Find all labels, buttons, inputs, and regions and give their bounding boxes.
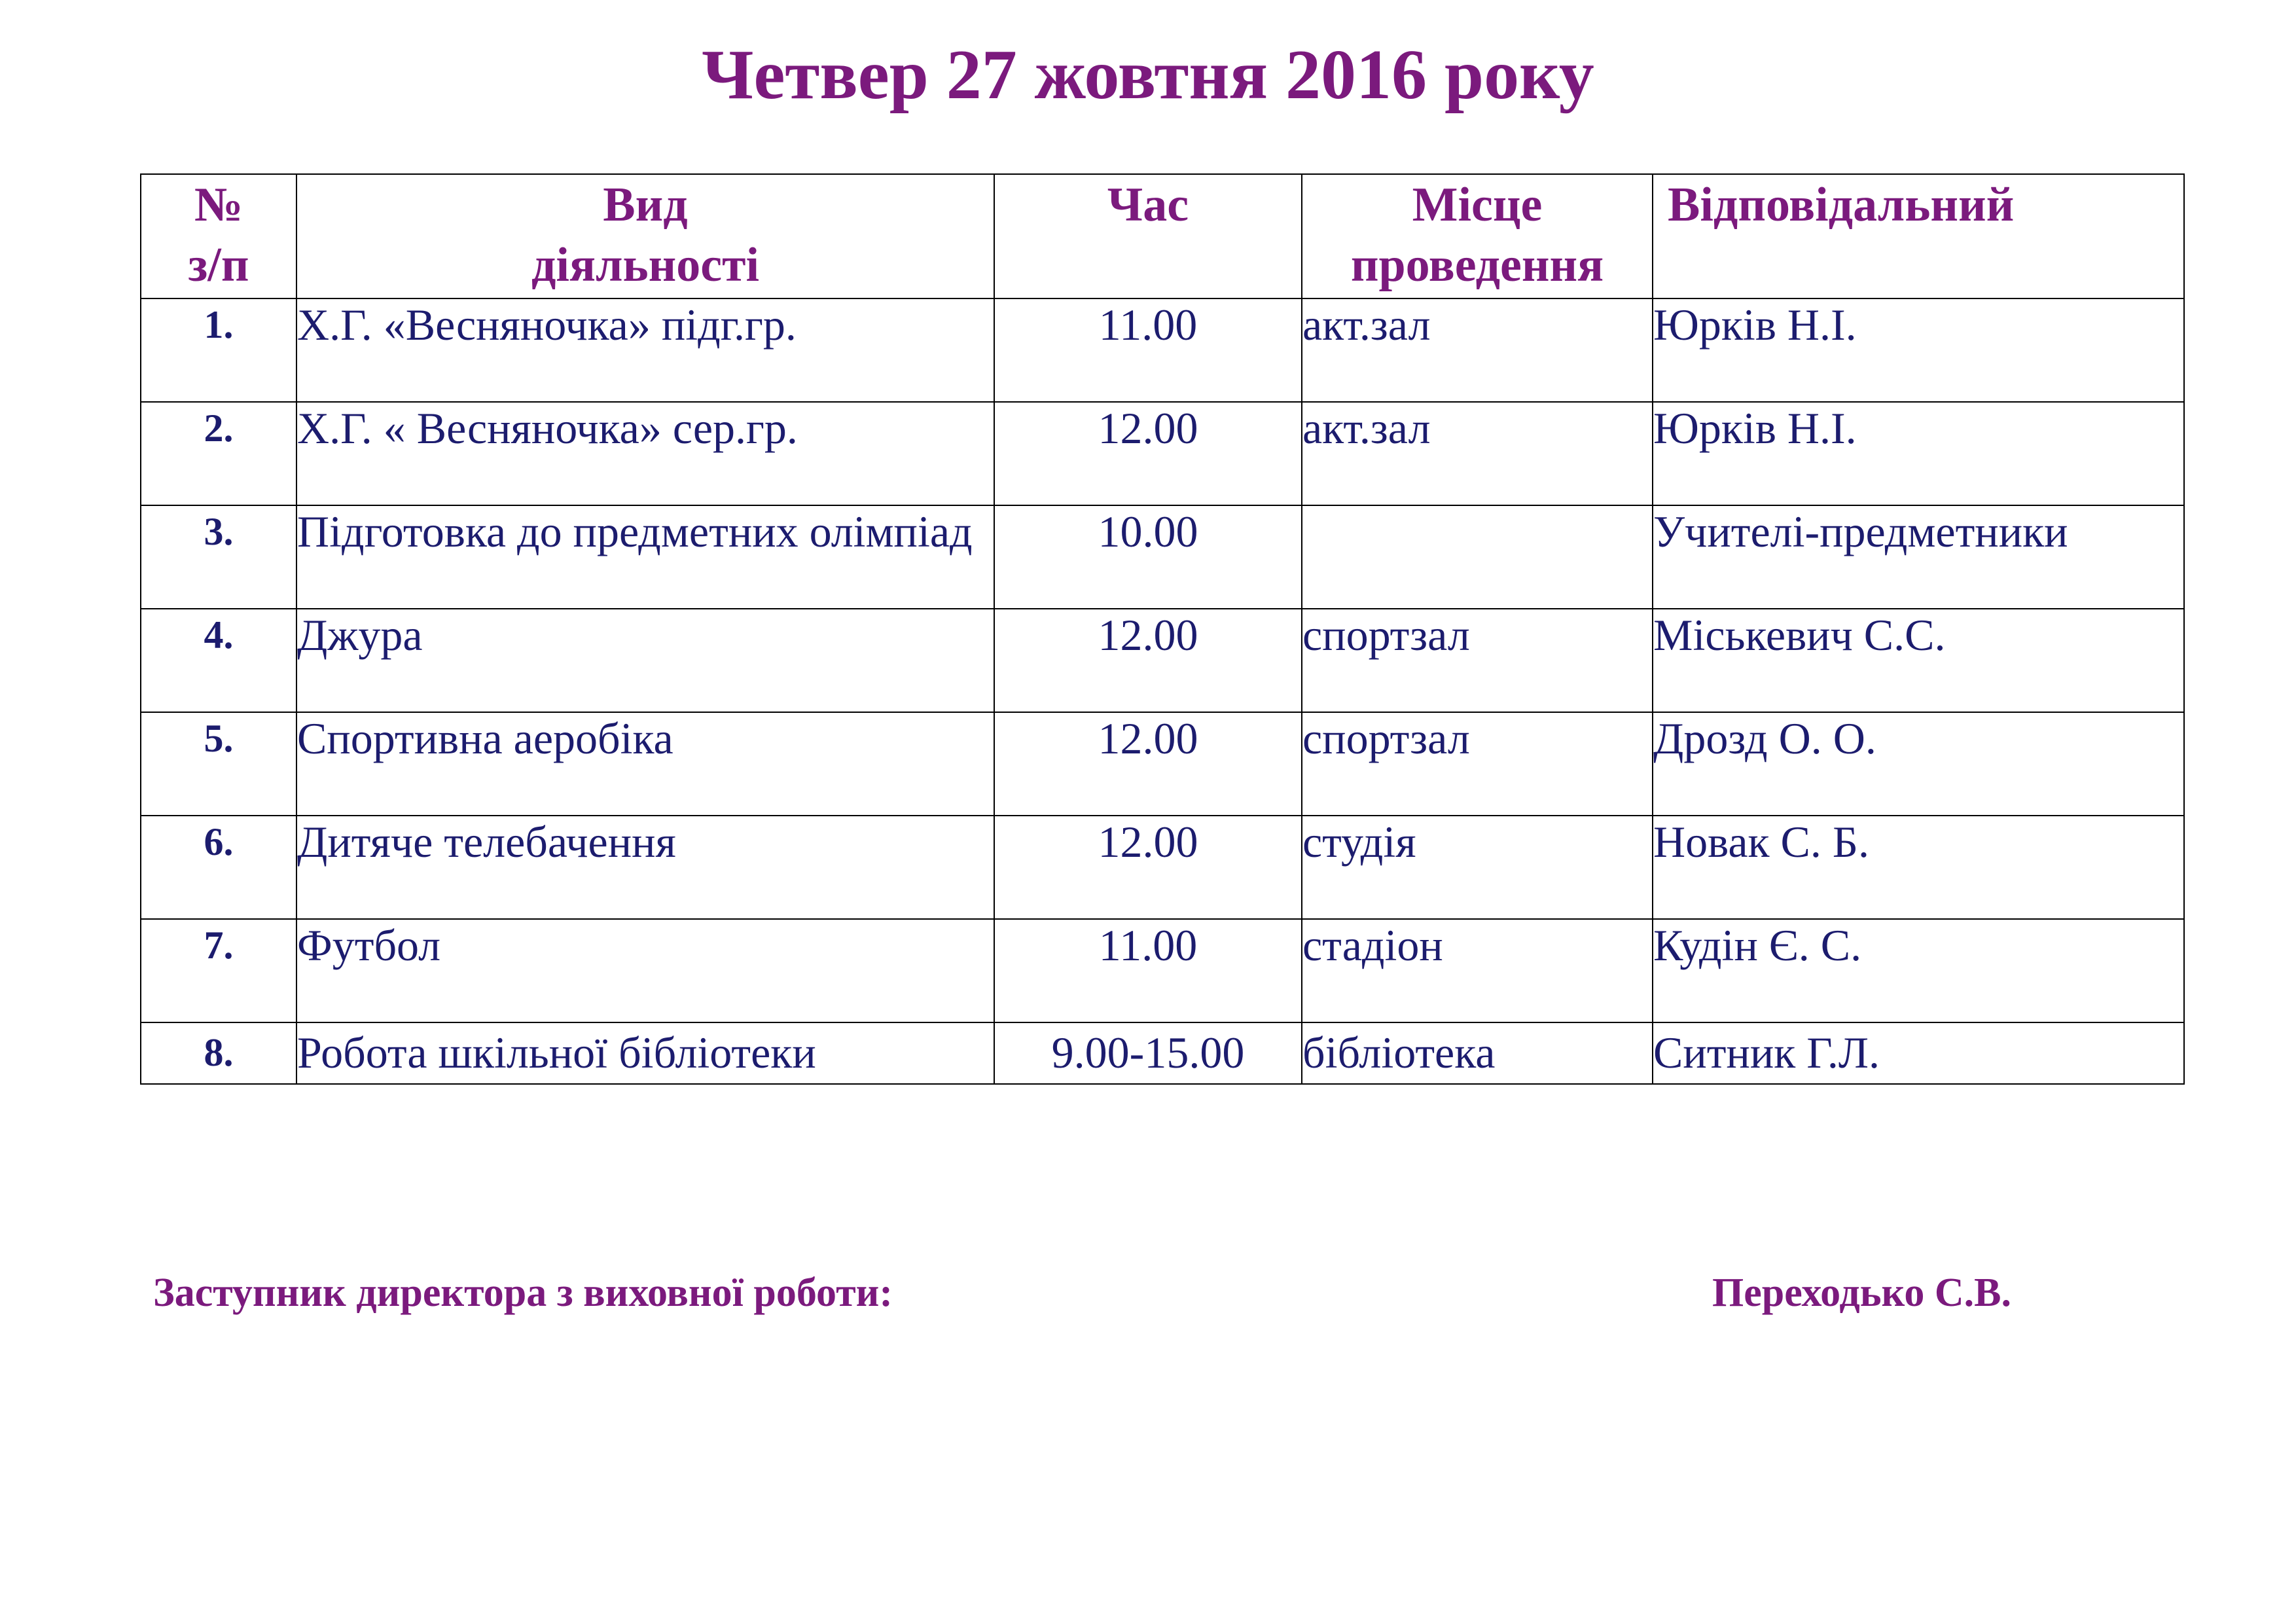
- row-activity: Робота шкільної бібліотеки: [296, 1022, 994, 1084]
- row-number: 6.: [141, 816, 296, 919]
- row-activity: Джура: [296, 609, 994, 712]
- row-time: 12.00: [994, 402, 1302, 505]
- row-number: 2.: [141, 402, 296, 505]
- row-activity: Спортивна аеробіка: [296, 712, 994, 816]
- row-number: 3.: [141, 505, 296, 609]
- table-header: [141, 174, 2184, 298]
- row-responsible: Кудін Є. С.: [1653, 919, 2184, 1022]
- signature-name: Переходько С.В.: [1712, 1271, 2012, 1315]
- row-time: 10.00: [994, 505, 1302, 609]
- signature-position: Заступник директора з виховної роботи:: [153, 1271, 893, 1315]
- row-activity: Х.Г. «Весняночка» підг.гр.: [296, 298, 994, 402]
- table-row: [141, 712, 2184, 816]
- row-number: 5.: [141, 712, 296, 816]
- row-place: студія: [1302, 816, 1653, 919]
- row-activity: Дитяче телебачення: [296, 816, 994, 919]
- table-row: [141, 402, 2184, 505]
- table-row: [141, 816, 2184, 919]
- row-number: 1.: [141, 298, 296, 402]
- schedule-table: [140, 173, 2185, 1085]
- row-time: 12.00: [994, 712, 1302, 816]
- row-time: 11.00: [994, 298, 1302, 402]
- row-activity: Х.Г. « Весняночка» сер.гр.: [296, 402, 994, 505]
- row-time: 11.00: [994, 919, 1302, 1022]
- row-place: бібліотека: [1302, 1022, 1653, 1084]
- row-number: 7.: [141, 919, 296, 1022]
- row-time: 9.00-15.00: [994, 1022, 1302, 1084]
- row-responsible: Юрків Н.І.: [1653, 402, 2184, 505]
- row-activity: Підготовка до предметних олімпіад: [296, 505, 994, 609]
- table-body: [141, 298, 2184, 1084]
- header-activity: [296, 174, 994, 298]
- header-num: [141, 174, 296, 298]
- header-num-line1: №: [194, 178, 243, 232]
- row-place: акт.зал: [1302, 402, 1653, 505]
- table-row: [141, 505, 2184, 609]
- page-title: Четвер 27 жовтня 2016 року: [702, 36, 1594, 114]
- row-responsible: Міськевич С.С.: [1653, 609, 2184, 712]
- header-time: [994, 174, 1302, 298]
- row-place: акт.зал: [1302, 298, 1653, 402]
- header-place: [1302, 174, 1653, 298]
- table-row: [141, 1022, 2184, 1084]
- row-place: [1302, 505, 1653, 609]
- header-responsible: [1653, 174, 2184, 298]
- row-responsible: Новак С. Б.: [1653, 816, 2184, 919]
- header-num-line2: з/п: [188, 238, 249, 292]
- row-responsible: Юрків Н.І.: [1653, 298, 2184, 402]
- row-place: спортзал: [1302, 712, 1653, 816]
- row-activity: Футбол: [296, 919, 994, 1022]
- header-row: [141, 174, 2184, 298]
- row-number: 4.: [141, 609, 296, 712]
- row-number: 8.: [141, 1022, 296, 1084]
- header-responsible-label: Відповідальний: [1668, 178, 2015, 232]
- row-time: 12.00: [994, 816, 1302, 919]
- row-place: спортзал: [1302, 609, 1653, 712]
- row-time: 12.00: [994, 609, 1302, 712]
- header-place-line2: проведення: [1350, 238, 1604, 292]
- row-responsible: Учителі-предметники: [1653, 505, 2184, 609]
- header-activity-line1: Вид: [603, 178, 688, 232]
- row-responsible: Дрозд О. О.: [1653, 712, 2184, 816]
- table-row: [141, 609, 2184, 712]
- table-row: [141, 919, 2184, 1022]
- header-activity-line2: діяльності: [531, 238, 760, 292]
- header-time-label: Час: [1107, 178, 1189, 232]
- table-row: [141, 298, 2184, 402]
- row-place: стадіон: [1302, 919, 1653, 1022]
- row-responsible: Ситник Г.Л.: [1653, 1022, 2184, 1084]
- header-place-line1: Місце: [1412, 178, 1543, 232]
